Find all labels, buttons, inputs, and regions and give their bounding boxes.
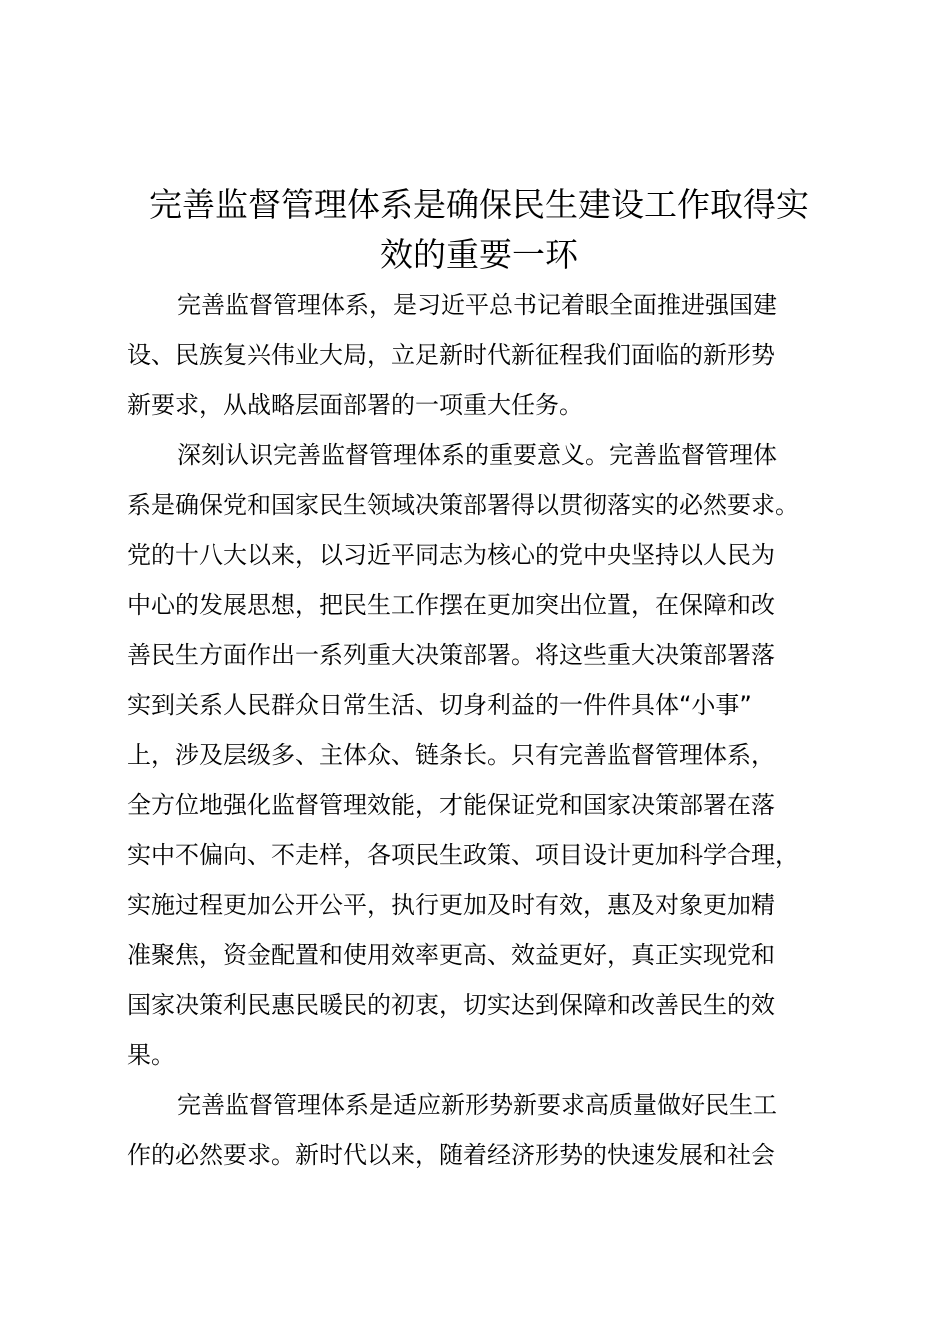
paragraph-line: 上，涉及层级多、主体众、链条长。只有完善监督管理体系，	[127, 741, 775, 769]
paragraph-line: 果。	[127, 1041, 175, 1069]
paragraph-line: 中心的发展思想，把民生工作摆在更加突出位置，在保障和改	[127, 591, 775, 619]
paragraph-line: 国家决策利民惠民暖民的初衷，切实达到保障和改善民生的效	[127, 991, 775, 1019]
document-title	[122, 180, 836, 280]
paragraph-line: 党的十八大以来，以习近平同志为核心的党中央坚持以人民为	[127, 541, 775, 569]
paragraph-line: 完善监督管理体系是适应新形势新要求高质量做好民生工	[177, 1091, 777, 1119]
document-body	[127, 280, 849, 1180]
title-line: 完善监督管理体系是确保民生建设工作取得实	[149, 185, 809, 224]
paragraph-line: 设、民族复兴伟业大局，立足新时代新征程我们面临的新形势	[127, 341, 775, 369]
paragraph-line: 全方位地强化监督管理效能，才能保证党和国家决策部署在落	[127, 791, 775, 819]
paragraph-line: 完善监督管理体系，是习近平总书记着眼全面推进强国建	[177, 291, 777, 319]
paragraph-significance	[127, 430, 849, 1080]
paragraph-line: 准聚焦，资金配置和使用效率更高、效益更好，真正实现党和	[127, 941, 775, 969]
paragraph-line: 作的必然要求。新时代以来，随着经济形势的快速发展和社会	[127, 1141, 775, 1169]
paragraph-line: 深刻认识完善监督管理体系的重要意义。完善监督管理体	[177, 441, 777, 469]
paragraph-new-situation	[127, 1080, 849, 1180]
paragraph-line: 新要求，从战略层面部署的一项重大任务。	[127, 391, 583, 419]
paragraph-line: 系是确保党和国家民生领域决策部署得以贯彻落实的必然要求。	[127, 491, 799, 519]
paragraph-line: 实施过程更加公开公平，执行更加及时有效，惠及对象更加精	[127, 891, 775, 919]
title-line: 效的重要一环	[380, 235, 578, 274]
paragraph-line: 善民生方面作出一系列重大决策部署。将这些重大决策部署落	[127, 641, 775, 669]
paragraph-line: 实到关系人民群众日常生活、切身利益的一件件具体“小事”	[127, 691, 752, 719]
paragraph-intro	[127, 280, 849, 430]
paragraph-line: 实中不偏向、不走样，各项民生政策、项目设计更加科学合理，	[127, 841, 799, 869]
